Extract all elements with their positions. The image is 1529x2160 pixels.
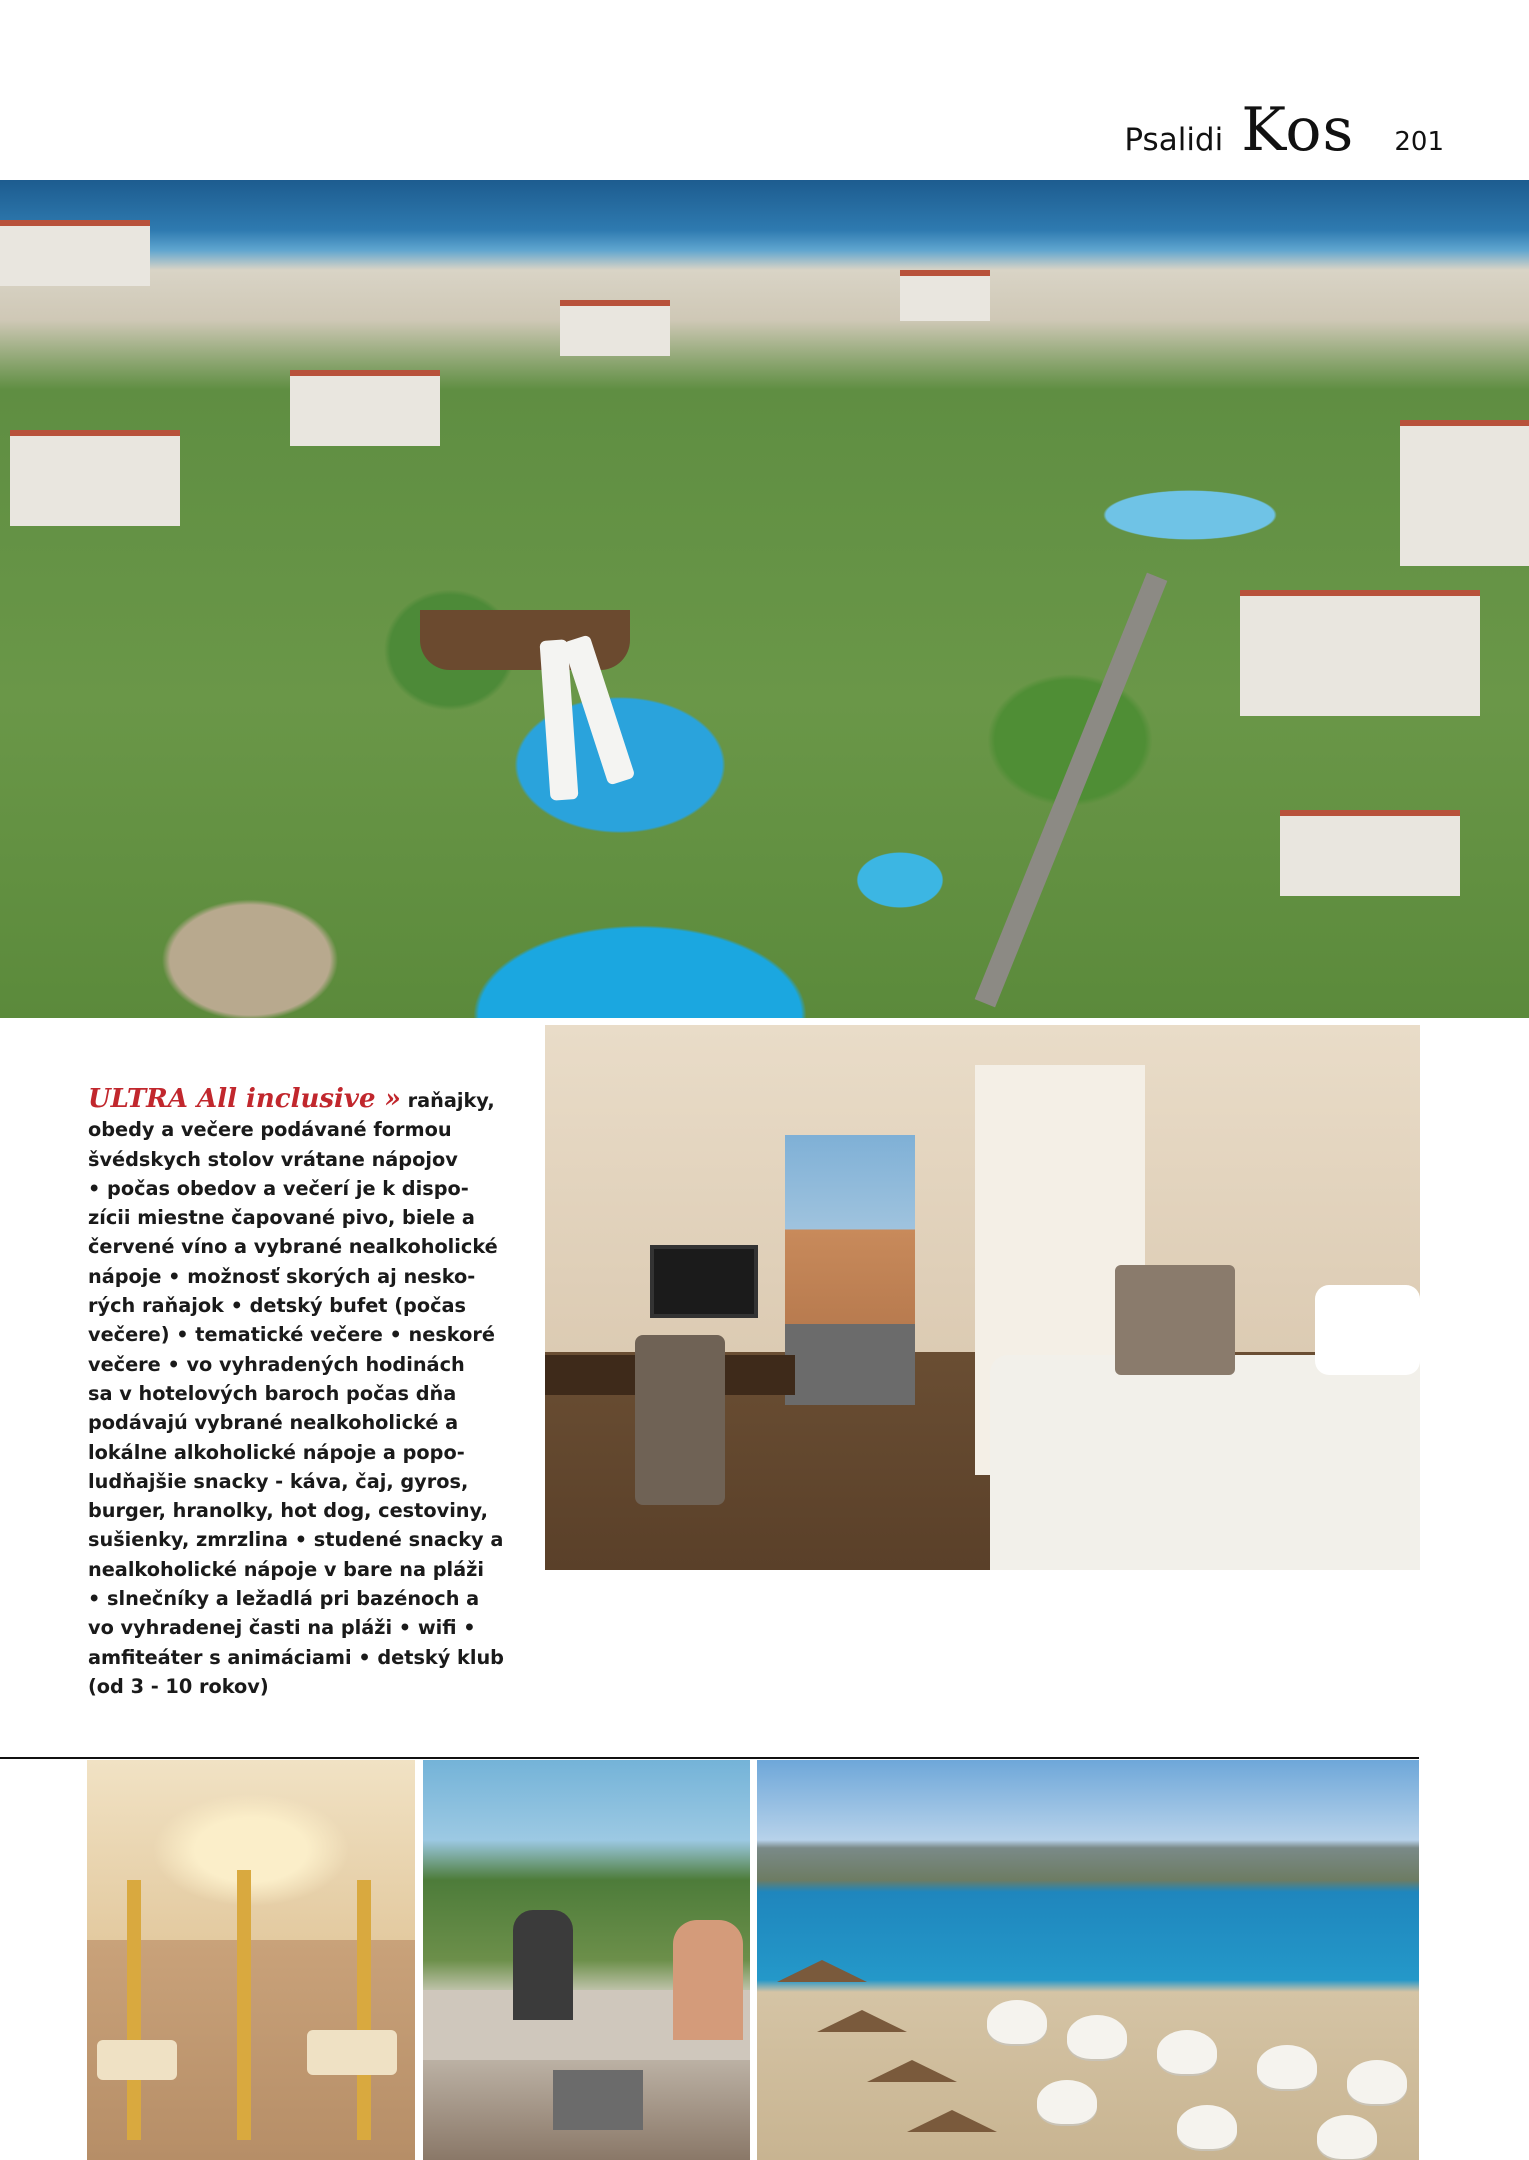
poolside-snack-bar-photo [423, 1760, 750, 2160]
page-number: 201 [1394, 127, 1444, 157]
hotel-building [900, 270, 990, 321]
column [237, 1870, 251, 2140]
description-line: vo vyhradenej časti na pláži • wifi • [88, 1616, 476, 1640]
beach-canopy [1067, 2015, 1127, 2059]
person [673, 1920, 743, 2040]
ice-cream-freezer [553, 2070, 643, 2130]
description-line: lokálne alkoholické nápoje a popo- [88, 1440, 465, 1464]
description-line: (od 3 - 10 rokov) [88, 1674, 269, 1698]
description-line: • počas obedov a večerí je k dispo- [88, 1176, 469, 1200]
sofa [307, 2030, 397, 2075]
description-line: sa v hotelových baroch počas dňa [88, 1381, 457, 1405]
description-line: amfiteáter s animáciami • detský klub [88, 1645, 504, 1669]
beach-with-umbrellas-photo [757, 1760, 1419, 2160]
description-line: burger, hranolky, hot dog, cestoviny, [88, 1499, 488, 1523]
hotel-building [1400, 420, 1529, 566]
balcony-door [785, 1135, 915, 1405]
pillow [1315, 1285, 1420, 1375]
sofa [97, 2040, 177, 2080]
tv-screen [650, 1245, 758, 1318]
section-divider [0, 1757, 1419, 1759]
ultra-all-inclusive-label: ULTRA All inclusive » [88, 1084, 401, 1114]
description-line: nápoje • možnosť skorých aj nesko- [88, 1264, 476, 1288]
all-inclusive-description [88, 1084, 504, 1701]
hotel-building [560, 300, 670, 356]
description-line: červené víno a vybrané nealkoholické [88, 1235, 498, 1259]
description-line: ludňajšie snacky - káva, čaj, gyros, [88, 1469, 469, 1493]
straw-parasol [907, 2110, 997, 2132]
aerial-resort-pool-photo [0, 180, 1529, 1018]
description-line: nealkoholické nápoje v bare na pláži [88, 1557, 484, 1581]
chair [635, 1335, 725, 1505]
walkway [975, 573, 1168, 1008]
description-line: raňajky, [407, 1089, 495, 1112]
description-line: švédskych stolov vrátane nápojov [88, 1147, 458, 1171]
beach-canopy [987, 2000, 1047, 2044]
location-name: Psalidi [1124, 122, 1224, 158]
description-line: podávajú vybrané nealkoholické a [88, 1411, 459, 1435]
beach-canopy [1157, 2030, 1217, 2074]
hotel-building [0, 220, 150, 286]
description-line: obedy a večere podávané formou [88, 1118, 452, 1142]
description-line: rých raňajok • detský bufet (počas [88, 1294, 467, 1318]
beach-canopy [1037, 2080, 1097, 2124]
column [127, 1880, 141, 2140]
beach-canopy [1177, 2105, 1237, 2149]
hotel-building [1280, 810, 1460, 896]
hotel-lobby-photo [87, 1760, 415, 2160]
beach-canopy [1347, 2060, 1407, 2104]
person [513, 1910, 573, 2020]
hotel-building [290, 370, 440, 446]
hotel-room-photo [545, 1025, 1420, 1570]
beach-canopy [1317, 2115, 1377, 2159]
straw-parasol [817, 2010, 907, 2032]
column [357, 1880, 371, 2140]
hotel-building [10, 430, 180, 526]
description-line: večere) • tematické večere • neskoré [88, 1323, 495, 1347]
beach-canopy [1257, 2045, 1317, 2089]
island-name: Kos [1241, 95, 1355, 165]
description-line: zícii miestne čapované pivo, biele a [88, 1206, 475, 1230]
description-line: • slnečníky a ležadlá pri bazénoch a [88, 1587, 480, 1611]
armchair [1115, 1265, 1235, 1375]
pirate-ship [420, 610, 630, 670]
page-header [1124, 95, 1444, 175]
description-line: večere • vo vyhradených hodinách [88, 1352, 465, 1376]
straw-parasol [867, 2060, 957, 2082]
description-line: sušienky, zmrzlina • studené snacky a [88, 1528, 504, 1552]
bed [990, 1355, 1420, 1570]
hotel-building [1240, 590, 1480, 716]
straw-parasol [777, 1960, 867, 1982]
